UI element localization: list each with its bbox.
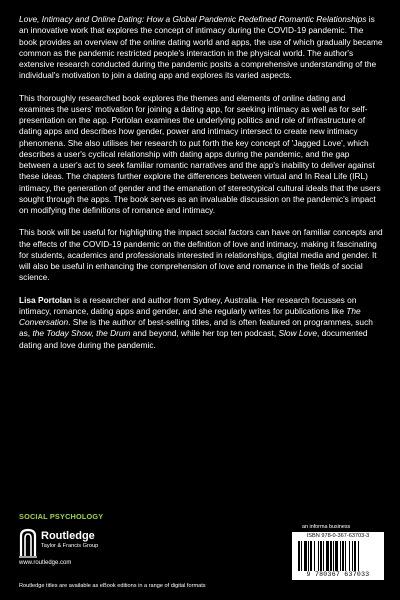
publisher-name: Routledge: [41, 530, 95, 542]
author-bio-text-a: is a researcher and author from Sydney, Australia. Her research focusses on intimacy, romance, dating apps and gender, and she regularly writes for publications like: [19, 294, 357, 316]
author-bio-text-d: , documented dating and love during the pandemic.: [19, 328, 368, 350]
subject-category: SOCIAL PSYCHOLOGY: [19, 512, 104, 521]
publisher-logo: [19, 528, 129, 568]
informa-business-label: an informa business: [302, 524, 351, 530]
blurb-paragraph-research: This thoroughly researched book explores the themes and elements of online dating and examines the users' motivation for joining a dating app, for seeking intimacy as well as for self-presentation on the app. Portolan examines the underlying politics and role of infrastructure of dating apps and describes how gender, power and intimacy intersect to create new intimacy phenomena. She also utilises her research to put forth the key concept of 'Jagged Love', which describes a user's cyclical relationship with dating apps during the pandemic, and the gap between a user's act to seek familiar romantic narratives and the app's inability to deliver against these ideas. The chapters further explore the differences between virtual and In Real Life (IRL) intimacy, the generation of gender and the emanation of stereotypical cultural ideals that the users sought through the apps. The book serves as an invaluable discussion on the pandemic's impact on modifying the definitions of romance and intimacy.: [19, 92, 381, 215]
intro-text: is an innovative work that explores the concept of intimacy during the COVID-19 pandemic. The book provides an overview of the online dating world and apps, the use of which gradually became common as the pandemic restricted people's interaction in the physical world. The author's extensive research conducted during the pandemic posits a comprehensive understanding of the individual's motivation to join a dating app and explores its varied aspects.: [19, 14, 383, 81]
barcode-box: [292, 532, 384, 580]
publication-name: The Conversation: [19, 305, 361, 327]
book-title: Love, Intimacy and Online Dating: How a Global Pandemic Redefined Romantic Relationships: [19, 14, 367, 24]
author-bio-text-c: and beyond, while her top ten podcast,: [130, 328, 279, 339]
ebook-footnote: Routledge titles are available as eBook editions in a range of digital formats: [19, 583, 206, 589]
podcast-name: Slow Love: [278, 328, 317, 339]
blurb-paragraph-intro: [19, 14, 383, 82]
routledge-logo-icon: [19, 528, 37, 558]
publisher-url: www.routledge.com: [19, 560, 72, 566]
author-bio-text-b: . She is the author of best-selling titles, and is often featured on programmes, such as,: [19, 317, 373, 339]
author-bio: [19, 295, 383, 351]
tv-shows: the Today Show, the Drum: [32, 328, 131, 339]
publisher-subtitle: Taylor & Francis Group: [41, 543, 99, 549]
blurb-paragraph-usefulness: This book will be useful for highlighting the impact social factors can have on familiar concepts and the effects of the COVID-19 pandemic on the definition of love and intimacy, making it fascinating for students, academics and professionals interested in relationships, digital media and gender. It will also be useful in enhancing the comprehension of love and romance in the fields of social science.: [19, 227, 383, 283]
author-name: Lisa Portolan: [19, 294, 72, 305]
isbn-label: ISBN 978-0-367-63703-3: [306, 533, 370, 539]
back-cover-blurb: [19, 14, 383, 362]
barcode-icon: [298, 541, 378, 571]
barcode-number: 9 780367 637033: [306, 571, 370, 578]
